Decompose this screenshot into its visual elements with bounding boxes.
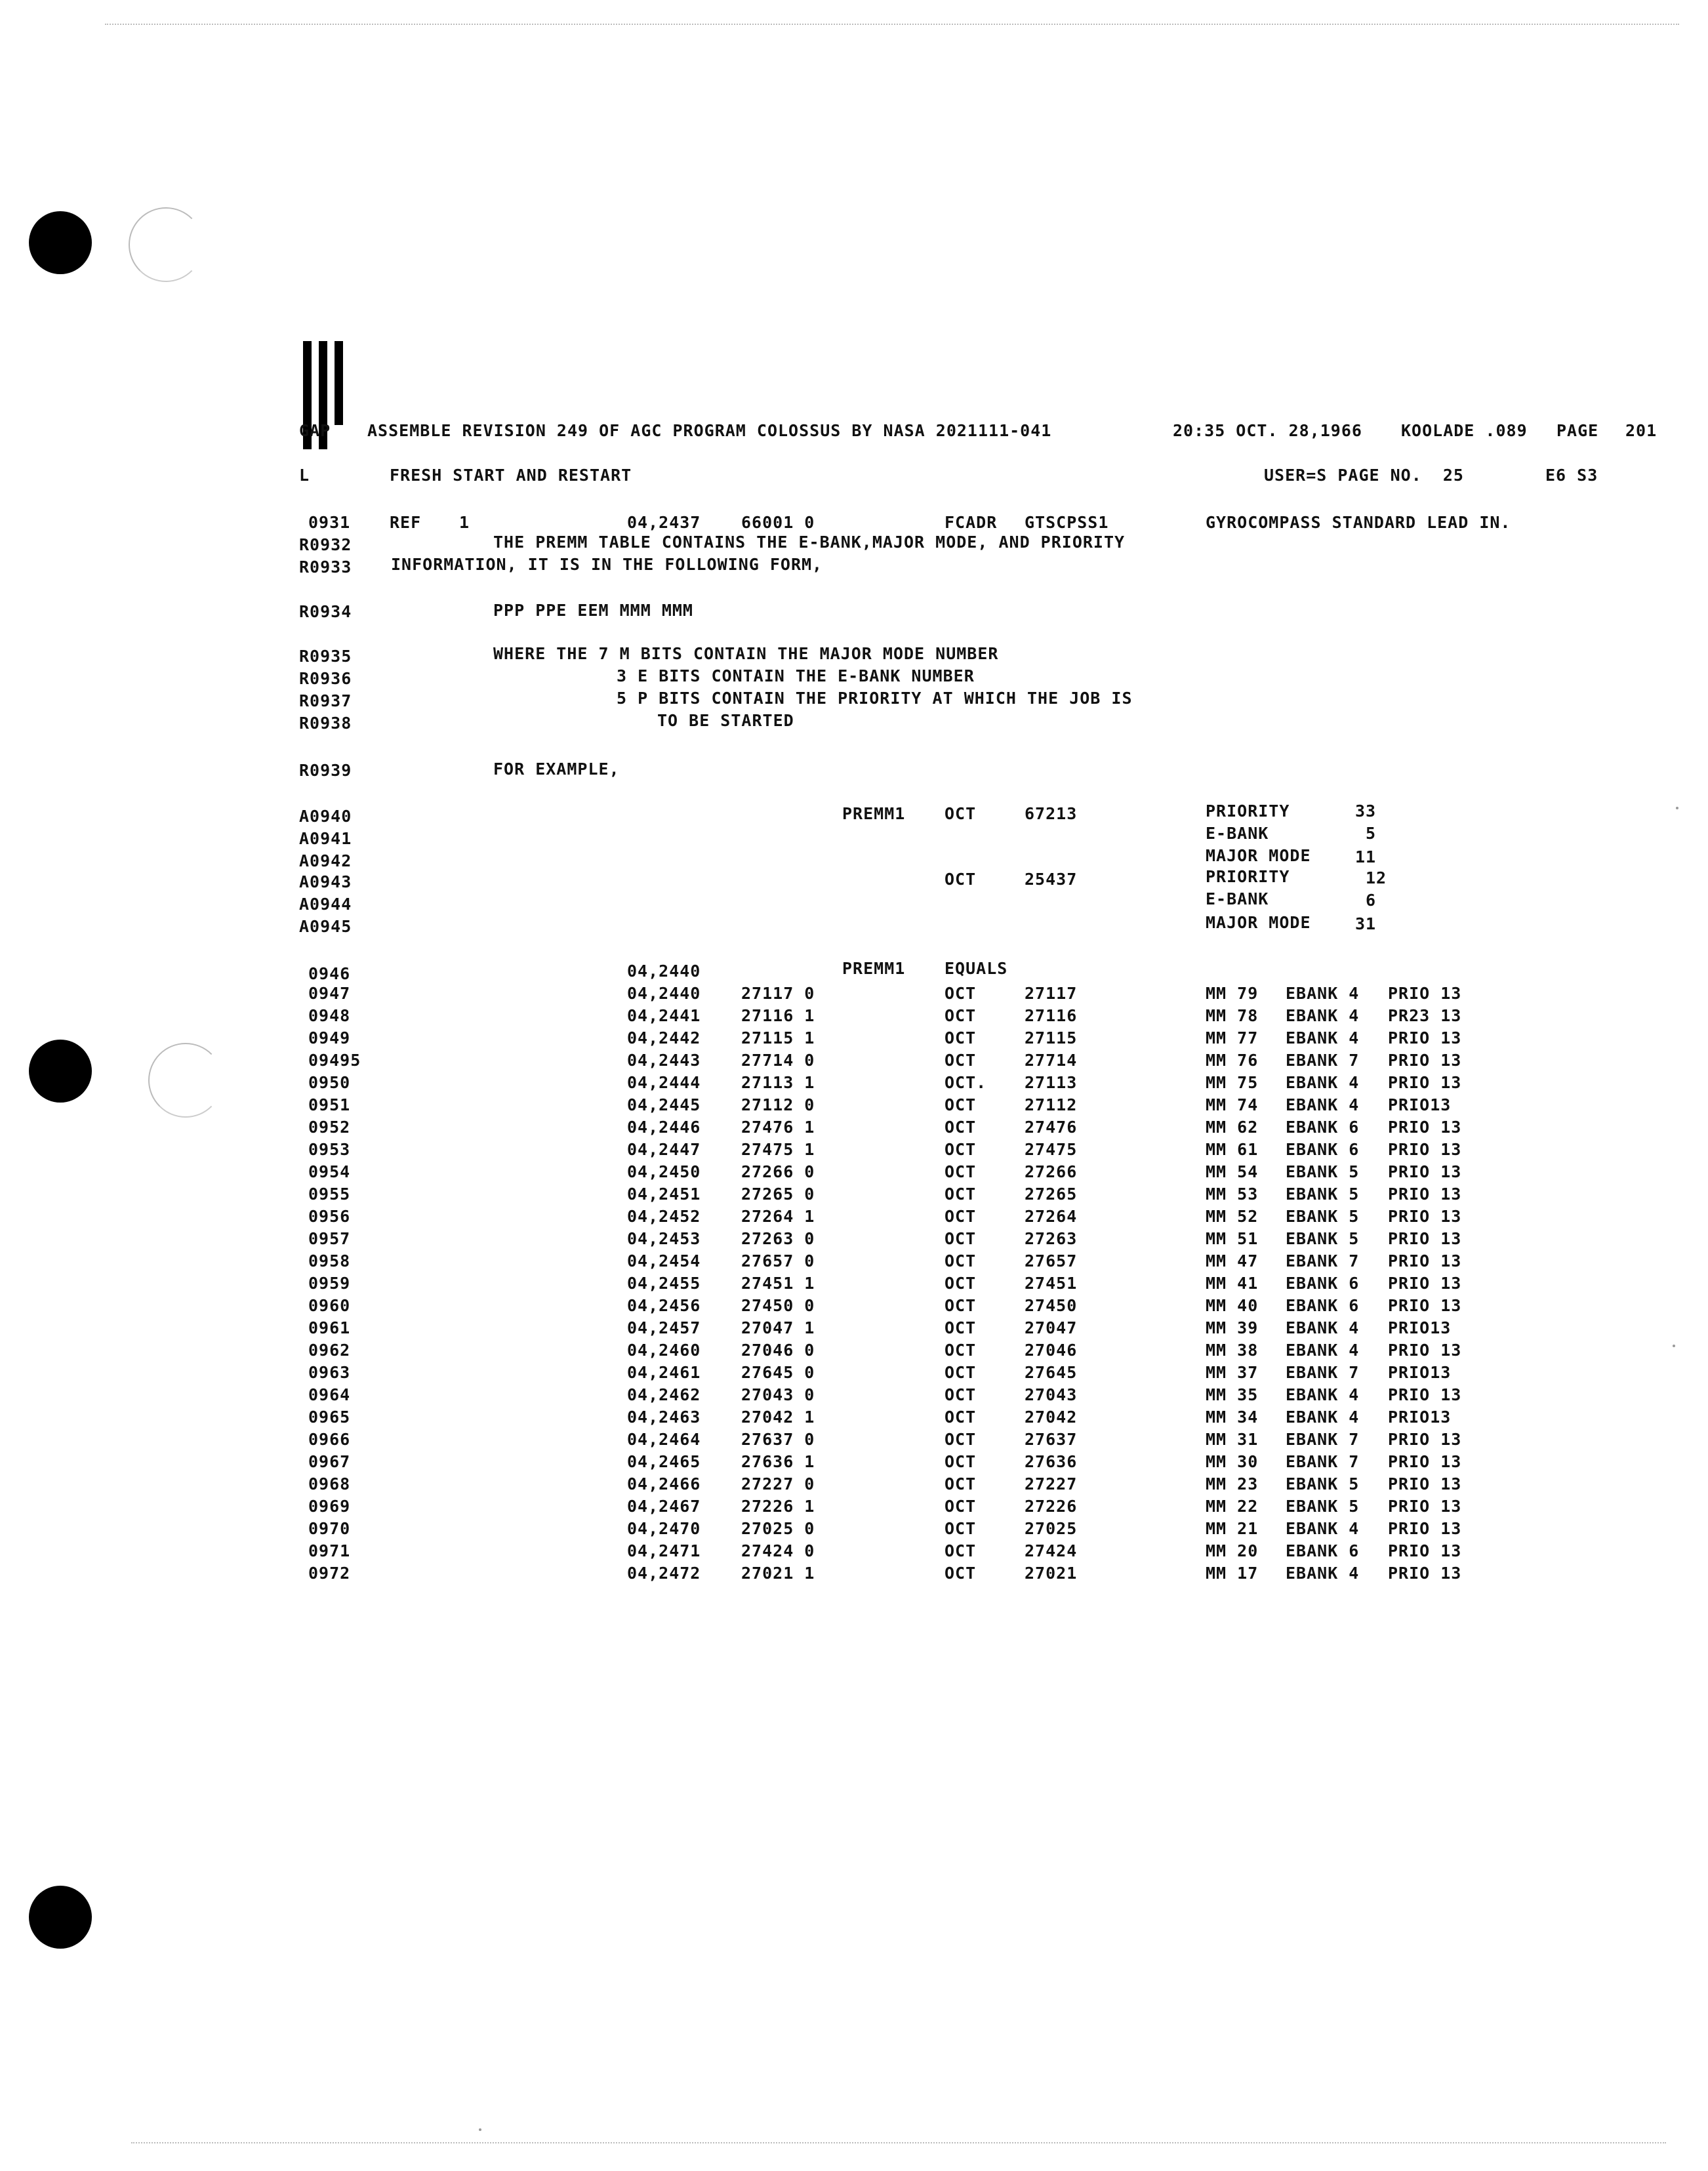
octal-code: 66001 0 <box>741 513 815 532</box>
priority: PRIO 13 <box>1388 1185 1462 1204</box>
octal-value: 27637 <box>1025 1430 1078 1449</box>
major-mode: MM 20 <box>1206 1541 1259 1560</box>
remark-text: THE PREMM TABLE CONTAINS THE E-BANK,MAJOR MODE, AND PRIORITY <box>493 533 1126 552</box>
ebank: EBANK 7 <box>1286 1051 1360 1070</box>
major-mode: MM 53 <box>1206 1185 1259 1204</box>
scan-speck <box>479 2128 481 2131</box>
line-number: 0931 <box>308 513 351 532</box>
major-mode: MM 76 <box>1206 1051 1259 1070</box>
ebank: EBANK 4 <box>1286 1564 1360 1583</box>
instruction: OCT <box>945 1385 977 1404</box>
instruction: OCT <box>945 1028 977 1047</box>
line-number: 0958 <box>308 1251 351 1270</box>
example-comment: PRIORITY <box>1206 867 1290 886</box>
instruction: OCT <box>945 1430 977 1449</box>
instruction: OCT <box>945 1363 977 1382</box>
octal-value: 27450 <box>1025 1296 1078 1315</box>
octal-code: 27113 1 <box>741 1073 815 1092</box>
address: 04,2471 <box>627 1541 701 1560</box>
es-code: E6 S3 <box>1545 466 1598 485</box>
example-comment-value: 5 <box>1366 824 1377 843</box>
major-mode: MM 77 <box>1206 1028 1259 1047</box>
address: 04,2463 <box>627 1408 701 1427</box>
instruction: OCT <box>945 1296 977 1315</box>
octal-value: 27636 <box>1025 1452 1078 1471</box>
major-mode: MM 75 <box>1206 1073 1259 1092</box>
scan-speck <box>1673 1345 1675 1347</box>
major-mode: MM 34 <box>1206 1408 1259 1427</box>
line-number: 0957 <box>308 1229 351 1248</box>
major-mode: MM 47 <box>1206 1251 1259 1270</box>
example-comment-value: 12 <box>1366 868 1387 887</box>
ebank: EBANK 5 <box>1286 1474 1360 1493</box>
instruction: OCT <box>945 1541 977 1560</box>
octal-value: 27227 <box>1025 1474 1078 1493</box>
remark-number: R0932 <box>299 535 352 554</box>
scan-edge-bottom <box>131 2142 1666 2143</box>
address: 04,2446 <box>627 1118 701 1137</box>
ref-op: REF <box>390 513 422 532</box>
address: 04,2470 <box>627 1519 701 1538</box>
major-mode: MM 30 <box>1206 1452 1259 1471</box>
ebank: EBANK 5 <box>1286 1207 1360 1226</box>
address: 04,2472 <box>627 1564 701 1583</box>
major-mode: MM 62 <box>1206 1118 1259 1137</box>
major-mode: MM 61 <box>1206 1140 1259 1159</box>
major-mode: MM 40 <box>1206 1296 1259 1315</box>
priority: PR23 13 <box>1388 1006 1462 1025</box>
major-mode: MM 54 <box>1206 1162 1259 1181</box>
ebank: EBANK 6 <box>1286 1541 1360 1560</box>
ebank: EBANK 7 <box>1286 1363 1360 1382</box>
address: 04,2455 <box>627 1274 701 1293</box>
line-number: 0966 <box>308 1430 351 1449</box>
octal-code: 27226 1 <box>741 1497 815 1516</box>
line-number: 0962 <box>308 1341 351 1360</box>
address: 04,2465 <box>627 1452 701 1471</box>
priority: PRIO 13 <box>1388 1296 1462 1315</box>
major-mode: MM 35 <box>1206 1385 1259 1404</box>
octal-code: 27645 0 <box>741 1363 815 1382</box>
address: 04,2457 <box>627 1318 701 1337</box>
line-number: 0950 <box>308 1073 351 1092</box>
remark-number: R0933 <box>299 558 352 577</box>
octal-value: 27047 <box>1025 1318 1078 1337</box>
comment: GYROCOMPASS STANDARD LEAD IN. <box>1206 513 1511 532</box>
octal-code: 27116 1 <box>741 1006 815 1025</box>
octal-code: 27424 0 <box>741 1541 815 1560</box>
line-number: 0971 <box>308 1541 351 1560</box>
punch-hole-top <box>29 211 92 274</box>
line-number: 0963 <box>308 1363 351 1382</box>
line-number: 09495 <box>308 1051 361 1070</box>
header-koolade: KOOLADE .089 <box>1401 421 1528 440</box>
octal-code: 27714 0 <box>741 1051 815 1070</box>
ebank: EBANK 5 <box>1286 1162 1360 1181</box>
address: 04,2442 <box>627 1028 701 1047</box>
octal-value: 27046 <box>1025 1341 1078 1360</box>
octal-code: 27263 0 <box>741 1229 815 1248</box>
instruction: OCT <box>945 1564 977 1583</box>
address: 04,2445 <box>627 1095 701 1114</box>
scan-edge-top <box>105 24 1679 25</box>
address: 04,2441 <box>627 1006 701 1025</box>
priority: PRIO13 <box>1388 1363 1452 1382</box>
user-page-number: USER=S PAGE NO. 25 <box>1264 466 1464 485</box>
header-code: GAP <box>299 421 331 440</box>
line-number: 0969 <box>308 1497 351 1516</box>
remark-number: R0934 <box>299 602 352 621</box>
address: 04,2444 <box>627 1073 701 1092</box>
priority: PRIO13 <box>1388 1408 1452 1427</box>
octal-code: 27475 1 <box>741 1140 815 1159</box>
address: 04,2466 <box>627 1474 701 1493</box>
example-comment-value: 11 <box>1355 847 1377 866</box>
octal-code: 27025 0 <box>741 1519 815 1538</box>
example-number: A0943 <box>299 872 352 891</box>
scan-speck <box>1676 807 1678 809</box>
ebank: EBANK 7 <box>1286 1430 1360 1449</box>
address: 04,2464 <box>627 1430 701 1449</box>
remark-text: INFORMATION, IT IS IN THE FOLLOWING FORM, <box>391 555 823 574</box>
line-number: 0948 <box>308 1006 351 1025</box>
line-number: 0955 <box>308 1185 351 1204</box>
priority: PRIO 13 <box>1388 1251 1462 1270</box>
major-mode: MM 23 <box>1206 1474 1259 1493</box>
ebank: EBANK 4 <box>1286 1006 1360 1025</box>
octal-code: 27047 1 <box>741 1318 815 1337</box>
example-instr: OCT <box>945 870 977 889</box>
major-mode: MM 79 <box>1206 984 1259 1003</box>
octal-code: 27227 0 <box>741 1474 815 1493</box>
line-number: 0956 <box>308 1207 351 1226</box>
remark-text: 5 P BITS CONTAIN THE PRIORITY AT WHICH THE JOB IS <box>617 689 1133 708</box>
line-number: 0965 <box>308 1408 351 1427</box>
octal-value: 27042 <box>1025 1408 1078 1427</box>
ebank: EBANK 4 <box>1286 1073 1360 1092</box>
example-comment: MAJOR MODE <box>1206 913 1311 932</box>
octal-code: 27042 1 <box>741 1408 815 1427</box>
ebank: EBANK 6 <box>1286 1140 1360 1159</box>
remark-text: 3 E BITS CONTAIN THE E-BANK NUMBER <box>617 666 975 685</box>
octal-code: 27115 1 <box>741 1028 815 1047</box>
ebank: EBANK 5 <box>1286 1185 1360 1204</box>
remark-text: PPP PPE EEM MMM MMM <box>493 601 693 620</box>
octal-value: 27115 <box>1025 1028 1078 1047</box>
ebank: EBANK 4 <box>1286 1385 1360 1404</box>
priority: PRIO13 <box>1388 1318 1452 1337</box>
ebank: EBANK 4 <box>1286 1408 1360 1427</box>
octal-value: 27113 <box>1025 1073 1078 1092</box>
octal-value: 27451 <box>1025 1274 1078 1293</box>
major-mode: MM 37 <box>1206 1363 1259 1382</box>
octal-value: 27116 <box>1025 1006 1078 1025</box>
octal-value: 27266 <box>1025 1162 1078 1181</box>
address: 04,2460 <box>627 1341 701 1360</box>
octal-value: 27226 <box>1025 1497 1078 1516</box>
punch-hole-bottom <box>29 1886 92 1949</box>
octal-value: 27475 <box>1025 1140 1078 1159</box>
equals-instr: EQUALS <box>945 959 1008 978</box>
priority: PRIO 13 <box>1388 1028 1462 1047</box>
priority: PRIO 13 <box>1388 1162 1462 1181</box>
instruction: OCT <box>945 1051 977 1070</box>
example-value: 25437 <box>1025 870 1078 889</box>
example-comment-value: 33 <box>1355 801 1377 821</box>
ebank: EBANK 4 <box>1286 1341 1360 1360</box>
octal-value: 27265 <box>1025 1185 1078 1204</box>
octal-value: 27476 <box>1025 1118 1078 1137</box>
priority: PRIO 13 <box>1388 1140 1462 1159</box>
ebank: EBANK 7 <box>1286 1251 1360 1270</box>
example-value: 67213 <box>1025 804 1078 823</box>
subheader-letter: L <box>299 466 310 485</box>
header-page-label: PAGE <box>1556 421 1599 440</box>
line-number: 0946 <box>308 964 351 983</box>
line-number: 0954 <box>308 1162 351 1181</box>
instruction: OCT <box>945 1140 977 1159</box>
octal-code: 27021 1 <box>741 1564 815 1583</box>
octal-value: 27264 <box>1025 1207 1078 1226</box>
priority: PRIO 13 <box>1388 1497 1462 1516</box>
octal-value: 27657 <box>1025 1251 1078 1270</box>
example-comment: E-BANK <box>1206 889 1269 908</box>
major-mode: MM 22 <box>1206 1497 1259 1516</box>
octal-code: 27657 0 <box>741 1251 815 1270</box>
octal-code: 27264 1 <box>741 1207 815 1226</box>
example-comment-value: 31 <box>1355 914 1377 933</box>
octal-code: 27266 0 <box>741 1162 815 1181</box>
octal-code: 27476 1 <box>741 1118 815 1137</box>
header-timestamp: 20:35 OCT. 28,1966 <box>1173 421 1362 440</box>
priority: PRIO 13 <box>1388 1229 1462 1248</box>
remark-number: R0937 <box>299 691 352 710</box>
ebank: EBANK 4 <box>1286 984 1360 1003</box>
instruction: OCT <box>945 1118 977 1137</box>
line-number: 0949 <box>308 1028 351 1047</box>
priority: PRIO 13 <box>1388 984 1462 1003</box>
ebank: EBANK 5 <box>1286 1229 1360 1248</box>
remark-number: R0935 <box>299 647 352 666</box>
ebank: EBANK 4 <box>1286 1519 1360 1538</box>
major-mode: MM 78 <box>1206 1006 1259 1025</box>
instruction: OCT <box>945 1095 977 1114</box>
priority: PRIO 13 <box>1388 1051 1462 1070</box>
remark-number: R0936 <box>299 669 352 688</box>
octal-value: 27645 <box>1025 1363 1078 1382</box>
octal-code: 27636 1 <box>741 1452 815 1471</box>
instruction: OCT <box>945 1207 977 1226</box>
major-mode: MM 52 <box>1206 1207 1259 1226</box>
octal-code: 27043 0 <box>741 1385 815 1404</box>
octal-value: 27424 <box>1025 1541 1078 1560</box>
example-label: PREMM1 <box>842 804 906 823</box>
address: 04,2440 <box>627 962 701 981</box>
ebank: EBANK 6 <box>1286 1296 1360 1315</box>
punch-hole-ghost-middle <box>148 1043 223 1118</box>
example-comment: MAJOR MODE <box>1206 846 1311 865</box>
section-title: FRESH START AND RESTART <box>390 466 632 485</box>
address: 04,2454 <box>627 1251 701 1270</box>
major-mode: MM 31 <box>1206 1430 1259 1449</box>
address: 04,2437 <box>627 513 701 532</box>
remark-text: TO BE STARTED <box>657 711 794 730</box>
address: 04,2462 <box>627 1385 701 1404</box>
ebank: EBANK 4 <box>1286 1095 1360 1114</box>
line-number: 0951 <box>308 1095 351 1114</box>
ebank: EBANK 4 <box>1286 1318 1360 1337</box>
punch-hole-ghost-top <box>129 207 203 282</box>
line-number: 0967 <box>308 1452 351 1471</box>
ref-count: 1 <box>459 513 470 532</box>
address: 04,2456 <box>627 1296 701 1315</box>
priority: PRIO 13 <box>1388 1474 1462 1493</box>
priority: PRIO 13 <box>1388 1341 1462 1360</box>
priority: PRIO 13 <box>1388 1073 1462 1092</box>
major-mode: MM 38 <box>1206 1341 1259 1360</box>
remark-text: FOR EXAMPLE, <box>493 760 620 779</box>
remark-text: WHERE THE 7 M BITS CONTAIN THE MAJOR MODE NUMBER <box>493 644 999 663</box>
priority: PRIO 13 <box>1388 1274 1462 1293</box>
line-number: 0968 <box>308 1474 351 1493</box>
line-number: 0959 <box>308 1274 351 1293</box>
priority: PRIO 13 <box>1388 1118 1462 1137</box>
octal-value: 27025 <box>1025 1519 1078 1538</box>
address: 04,2461 <box>627 1363 701 1382</box>
instruction: OCT <box>945 1474 977 1493</box>
instruction: OCT <box>945 1251 977 1270</box>
instruction: OCT <box>945 984 977 1003</box>
address: 04,2443 <box>627 1051 701 1070</box>
instruction: OCT <box>945 1162 977 1181</box>
priority: PRIO13 <box>1388 1095 1452 1114</box>
example-number: A0945 <box>299 917 352 936</box>
major-mode: MM 51 <box>1206 1229 1259 1248</box>
example-comment: PRIORITY <box>1206 801 1290 821</box>
octal-value: 27263 <box>1025 1229 1078 1248</box>
operand: GTSCPSS1 <box>1025 513 1109 532</box>
line-number: 0952 <box>308 1118 351 1137</box>
address: 04,2440 <box>627 984 701 1003</box>
separator-bar-3 <box>335 341 343 425</box>
priority: PRIO 13 <box>1388 1564 1462 1583</box>
major-mode: MM 41 <box>1206 1274 1259 1293</box>
octal-code: 27117 0 <box>741 984 815 1003</box>
major-mode: MM 74 <box>1206 1095 1259 1114</box>
instruction: OCT <box>945 1497 977 1516</box>
example-number: A0944 <box>299 895 352 914</box>
octal-value: 27043 <box>1025 1385 1078 1404</box>
octal-value: 27112 <box>1025 1095 1078 1114</box>
instruction: OCT <box>945 1318 977 1337</box>
line-number: 0961 <box>308 1318 351 1337</box>
priority: PRIO 13 <box>1388 1207 1462 1226</box>
priority: PRIO 13 <box>1388 1430 1462 1449</box>
instruction: OCT. <box>945 1073 987 1092</box>
octal-code: 27112 0 <box>741 1095 815 1114</box>
octal-code: 27637 0 <box>741 1430 815 1449</box>
ebank: EBANK 4 <box>1286 1028 1360 1047</box>
octal-code: 27451 1 <box>741 1274 815 1293</box>
address: 04,2452 <box>627 1207 701 1226</box>
punch-hole-middle <box>29 1040 92 1103</box>
example-number: A0941 <box>299 829 352 848</box>
remark-number: R0938 <box>299 714 352 733</box>
priority: PRIO 13 <box>1388 1385 1462 1404</box>
major-mode: MM 21 <box>1206 1519 1259 1538</box>
octal-code: 27450 0 <box>741 1296 815 1315</box>
header-page-number: 201 <box>1625 421 1657 440</box>
line-number: 0953 <box>308 1140 351 1159</box>
address: 04,2453 <box>627 1229 701 1248</box>
line-number: 0960 <box>308 1296 351 1315</box>
instruction: OCT <box>945 1229 977 1248</box>
ebank: EBANK 5 <box>1286 1497 1360 1516</box>
instruction: OCT <box>945 1408 977 1427</box>
instruction: OCT <box>945 1452 977 1471</box>
line-number: 0970 <box>308 1519 351 1538</box>
example-comment-value: 6 <box>1366 891 1377 910</box>
example-comment: E-BANK <box>1206 824 1269 843</box>
octal-value: 27021 <box>1025 1564 1078 1583</box>
major-mode: MM 39 <box>1206 1318 1259 1337</box>
address: 04,2467 <box>627 1497 701 1516</box>
octal-value: 27714 <box>1025 1051 1078 1070</box>
ebank: EBANK 6 <box>1286 1118 1360 1137</box>
instruction: FCADR <box>945 513 998 532</box>
line-number: 0947 <box>308 984 351 1003</box>
priority: PRIO 13 <box>1388 1452 1462 1471</box>
remark-number: R0939 <box>299 761 352 780</box>
ebank: EBANK 7 <box>1286 1452 1360 1471</box>
instruction: OCT <box>945 1274 977 1293</box>
octal-code: 27046 0 <box>741 1341 815 1360</box>
ebank: EBANK 6 <box>1286 1274 1360 1293</box>
line-number: 0964 <box>308 1385 351 1404</box>
line-number: 0972 <box>308 1564 351 1583</box>
instruction: OCT <box>945 1519 977 1538</box>
equals-label: PREMM1 <box>842 959 906 978</box>
example-number: A0940 <box>299 807 352 826</box>
instruction: OCT <box>945 1006 977 1025</box>
instruction: OCT <box>945 1185 977 1204</box>
major-mode: MM 17 <box>1206 1564 1259 1583</box>
address: 04,2447 <box>627 1140 701 1159</box>
address: 04,2451 <box>627 1185 701 1204</box>
octal-value: 27117 <box>1025 984 1078 1003</box>
example-instr: OCT <box>945 804 977 823</box>
instruction: OCT <box>945 1341 977 1360</box>
priority: PRIO 13 <box>1388 1519 1462 1538</box>
priority: PRIO 13 <box>1388 1541 1462 1560</box>
header-title: ASSEMBLE REVISION 249 OF AGC PROGRAM COLOSSUS BY NASA 2021111-041 <box>367 421 1052 440</box>
address: 04,2450 <box>627 1162 701 1181</box>
octal-code: 27265 0 <box>741 1185 815 1204</box>
example-number: A0942 <box>299 851 352 870</box>
